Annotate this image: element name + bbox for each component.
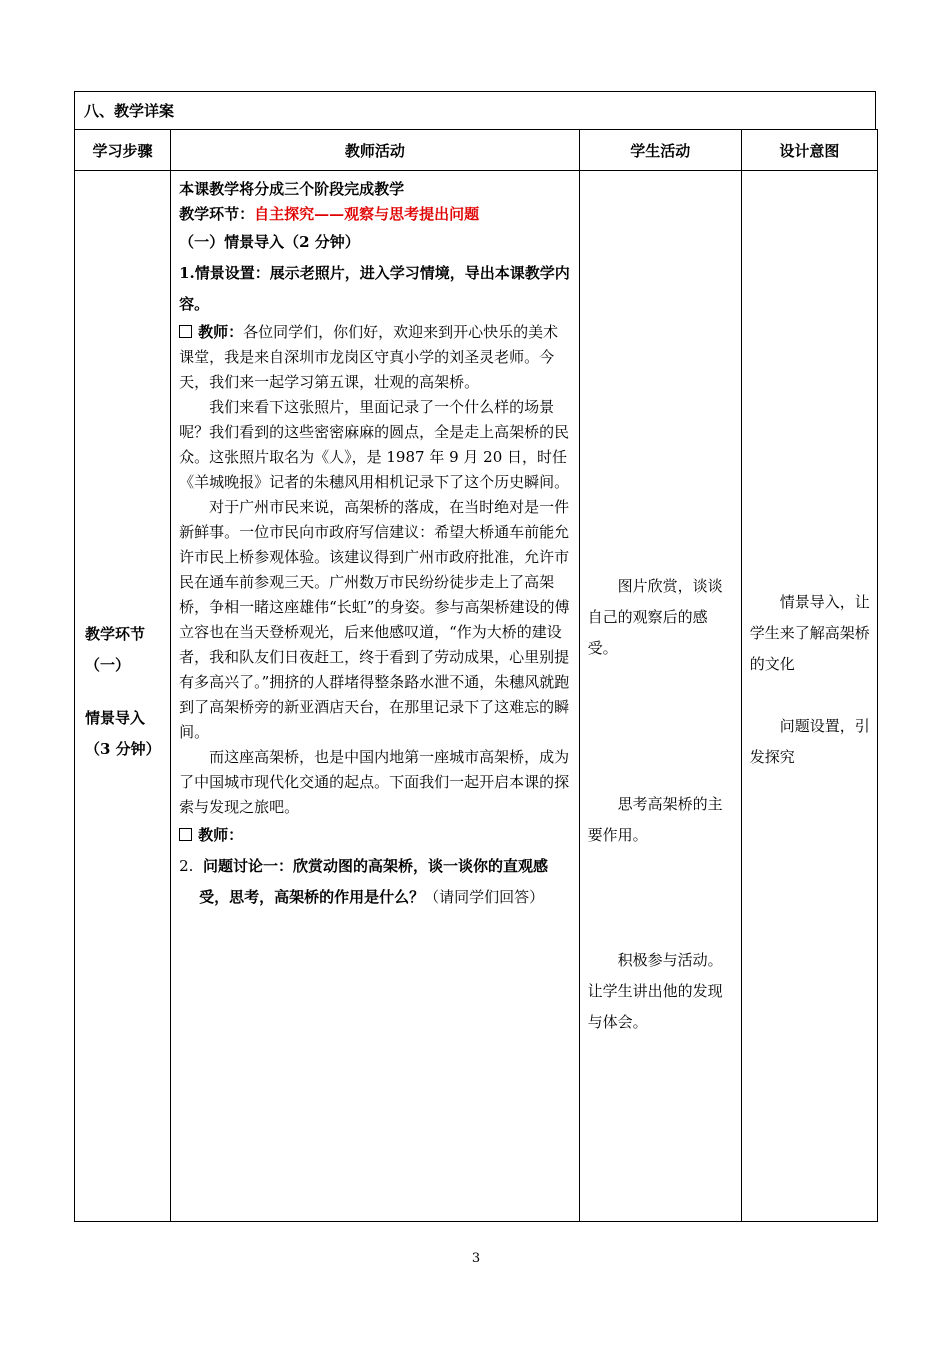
table-row: [75, 171, 878, 1222]
paragraph-4: 而这座高架桥，也是中国内地第一座城市高架桥，成为了中国城市现代化交通的起点。下面我们一起开启本课的探索与发现之旅吧。: [179, 748, 570, 816]
teacher-label-2: 教师：: [198, 826, 244, 844]
teacher-speech-2: [179, 820, 571, 851]
checkbox-icon: [179, 325, 192, 338]
stage-name: 自主探究——观察与思考提出问题: [254, 205, 480, 223]
stage-label: 教学环节：: [179, 205, 255, 223]
item-2-tail: （请同学们回答）: [424, 888, 545, 906]
student-activity-cell: [579, 171, 741, 1222]
step-cell: [75, 171, 171, 1222]
design-intent-2: 问题设置，引发探究: [749, 717, 870, 766]
step-line-1: 教学环节: [85, 625, 146, 643]
student-activity-1: 图片欣赏，谈谈自己的观察后的感受。: [587, 577, 723, 657]
student-activity-2: 思考高架桥的主要作用。: [587, 795, 723, 844]
header-teacher-activity: 教师活动: [171, 130, 580, 171]
paragraph-1: 各位同学们，你们好，欢迎来到开心快乐的美术课堂，我是来自深圳市龙岗区守真小学的刘圣灵老师。今天，我们来一起学习第五课，壮观的高架桥。: [179, 323, 559, 391]
section-title: 八、教学详案: [74, 91, 876, 129]
item-2-question: 问题讨论一：欣赏动图的高架桥，谈一谈你的直观感受，思考，高架桥的作用是什么？: [199, 857, 548, 906]
design-intent-cell: [741, 171, 877, 1222]
step-line-3: 情景导入: [85, 709, 146, 727]
subsection-heading: （一）情景导入（2 分钟）: [179, 233, 360, 251]
step-label: [85, 619, 161, 765]
lesson-plan-table: [74, 129, 878, 1222]
header-student-activity: 学生活动: [579, 130, 741, 171]
page-number: 3: [471, 1251, 481, 1266]
student-activity-3: 积极参与活动。让学生讲出他的发现与体会。: [587, 951, 723, 1031]
step-line-4: （3 分钟）: [85, 740, 161, 758]
stage-line: [179, 202, 571, 227]
header-design-intent: 设计意图: [741, 130, 877, 171]
paragraph-2: 我们来看下这张照片，里面记录了一个什么样的场景呢？我们看到的这些密密麻麻的圆点，全是走上高架桥的民众。这张照片取名为《人》，是 1987 年 9 月 20 日，时任《羊城晚报》记者的朱穗风用相机记录下了这个历史瞬间。: [179, 398, 570, 491]
item-2-number: 2.: [179, 857, 194, 875]
intro-line: 本课教学将分成三个阶段完成教学: [179, 180, 405, 198]
checkbox-icon: [179, 828, 192, 841]
item-2: [179, 851, 571, 913]
teacher-activity-cell: [171, 171, 580, 1222]
step-line-2: （一）: [85, 656, 131, 674]
design-intent-1: 情景导入，让学生来了解高架桥的文化: [749, 593, 870, 673]
teacher-speech-1: [179, 320, 571, 395]
teacher-label: 教师：: [198, 323, 244, 341]
header-learning-steps: 学习步骤: [75, 130, 171, 171]
lesson-plan-sheet: [74, 91, 878, 1222]
item-1: 1.情景设置：展示老照片，进入学习情境，导出本课教学内容。: [179, 264, 570, 313]
table-header-row: [75, 130, 878, 171]
paragraph-3: 对于广州市民来说，高架桥的落成，在当时绝对是一件新鲜事。一位市民向市政府写信建议：希望大桥通车前能允许市民上桥参观体验。该建议得到广州市政府批准，允许市民在通车前参观三天。广州数万市民纷纷徒步走上了高架桥，争相一睹这座雄伟“长虹”的身姿。参与高架桥建设的傅立容也在当天登桥观光，后来他感叹道，“作为大桥的建设者，我和队友们日夜赶工，终于看到了劳动成果，心里别提有多高兴了。”拥挤的人群堵得整条路水泄不通，朱穗风就跑到了高架桥旁的新亚酒店天台，在那里记录下了这难忘的瞬间。: [179, 498, 570, 741]
